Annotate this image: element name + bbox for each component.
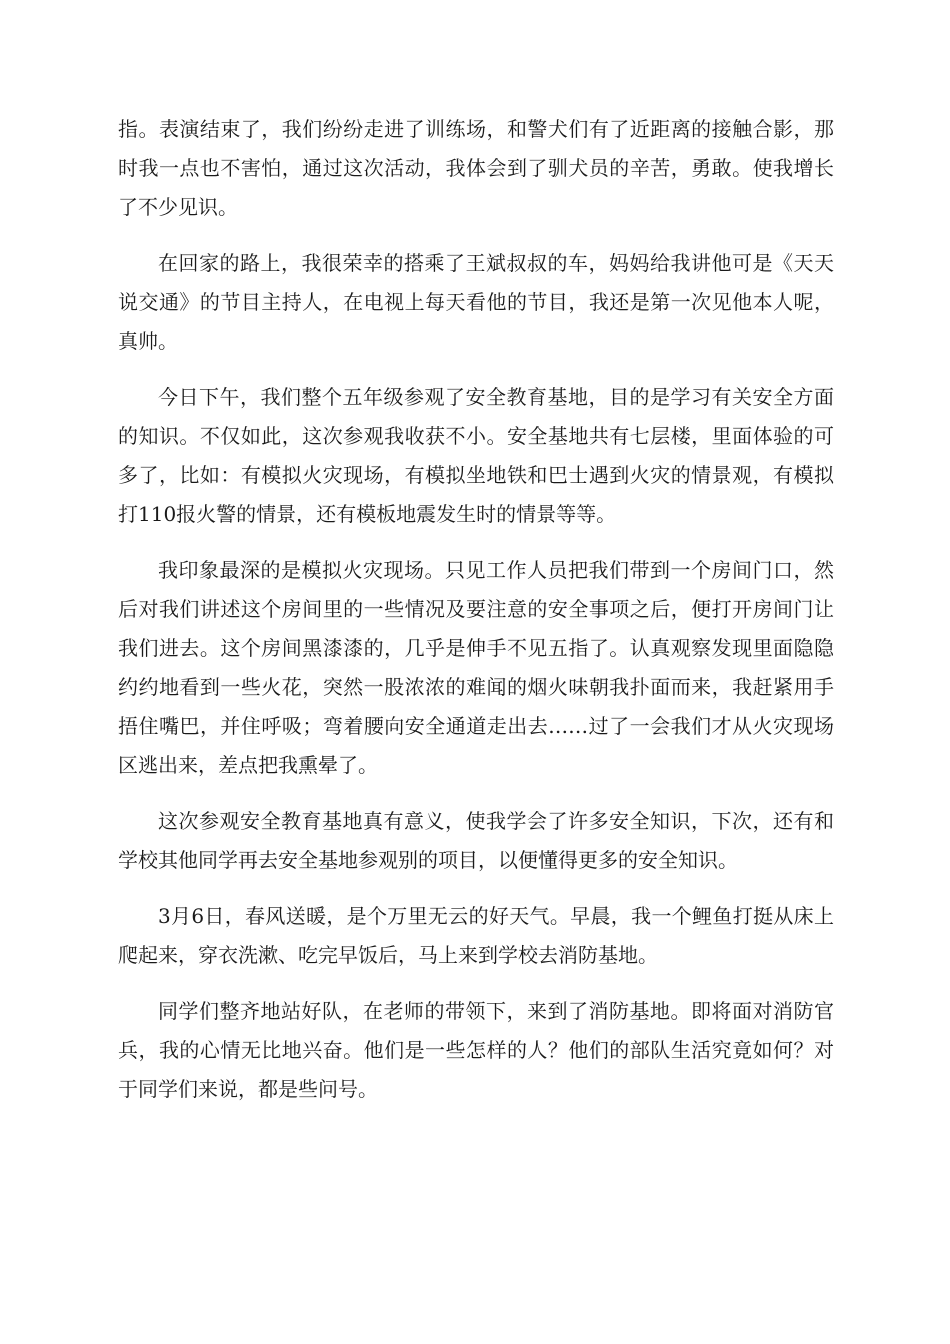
document-body	[118, 110, 834, 1126]
paragraph-3: 今日下午，我们整个五年级参观了安全教育基地，目的是学习有关安全方面的知识。不仅如此，这次参观我收获不小。安全基地共有七层楼，里面体验的可多了，比如：有模拟火灾现场，有模拟坐地铁和巴士遇到火灾的情景观，有模拟打110报火警的情景，还有模板地震发生时的情景等等。	[118, 385, 834, 526]
paragraph-6: 3月6日，春风送暖，是个万里无云的好天气。早晨，我一个鲤鱼打挺从床上爬起来，穿衣洗漱、吃完早饭后，马上来到学校去消防基地。	[118, 904, 834, 967]
paragraph-4: 我印象最深的是模拟火灾现场。只见工作人员把我们带到一个房间门口，然后对我们讲述这个房间里的一些情况及要注意的安全事项之后，便打开房间门让我们进去。这个房间黑漆漆的，几乎是伸手不见五指了。认真观察发现里面隐隐约约地看到一些火花，突然一股浓浓的难闻的烟火味朝我扑面而来，我赶紧用手捂住嘴巴，并住呼吸；弯着腰向安全通道走出去……过了一会我们才从火灾现场区逃出来，差点把我熏晕了。	[118, 558, 834, 777]
paragraph-7: 同学们整齐地站好队，在老师的带领下，来到了消防基地。即将面对消防官兵，我的心情无比地兴奋。他们是一些怎样的人？他们的部队生活究竟如何？对于同学们来说，都是些问号。	[118, 999, 834, 1101]
paragraph-1: 指。表演结束了，我们纷纷走进了训练场，和警犬们有了近距离的接触合影，那时我一点也不害怕，通过这次活动，我体会到了驯犬员的辛苦，勇敢。使我增长了不少见识。	[118, 117, 834, 219]
paragraph-2: 在回家的路上，我很荣幸的搭乘了王斌叔叔的车，妈妈给我讲他可是《天天说交通》的节目主持人，在电视上每天看他的节目，我还是第一次见他本人呢，真帅。	[118, 251, 834, 353]
paragraph-5: 这次参观安全教育基地真有意义，使我学会了许多安全知识，下次，还有和学校其他同学再去安全基地参观别的项目，以便懂得更多的安全知识。	[118, 809, 834, 872]
